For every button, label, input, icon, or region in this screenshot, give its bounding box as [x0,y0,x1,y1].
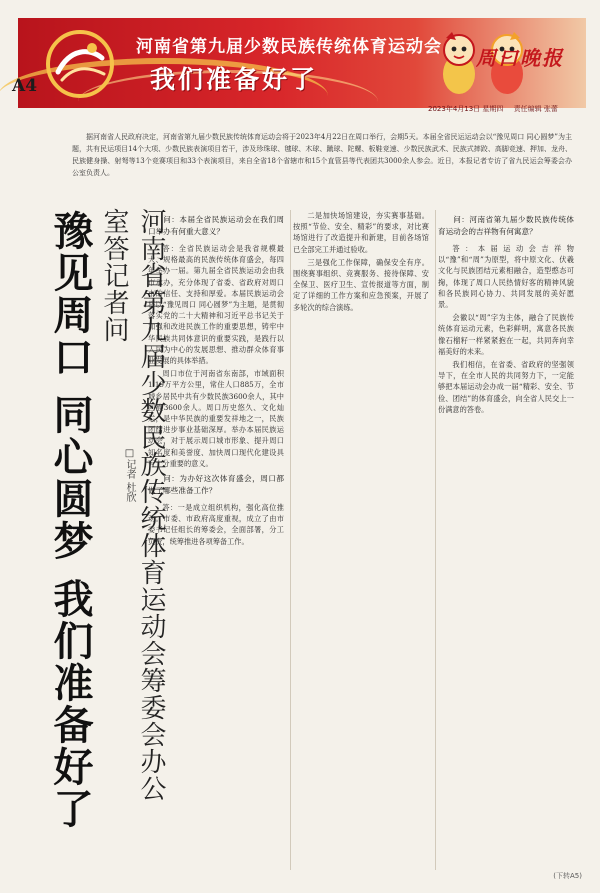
answer-paragraph: 三是强化工作保障，确保安全有序。围绕赛事组织、竞赛服务、接待保障、安全保卫、医疗卫生、宣传报道等方面，制定了详细的工作方案和应急预案，开展了多轮次的综合演练。 [293,257,429,312]
page-number: A4 [12,76,38,96]
lead-paragraph: 据河南省人民政府决定，河南省第九届少数民族传统体育运动会将于2023年4月22日在周口举行，会期5天。本届全省民运运动会以“豫见周口 同心圆梦”为主题，共有民运项目14个大项、少数民族表演项目若干，涉及珍珠球、毽球、木球、蹴球、陀螺、板鞋竞速、少数民族武术、民族式摔跤、高脚竞速、押加、龙舟、民族健身操、射弩等13个竞赛项目和33个表演项目，来自全省18个省辖市和15个直管县等代表团共3000余人参会。近日，本报记者专访了省九民运会筹委会办公室负责人。 [72,133,573,177]
continuation-note: (下转A5) [553,872,582,880]
event-emblem-icon [44,28,116,100]
event-title: 河南省第九届少数民族传统体育运动会 [136,37,442,57]
column-divider [435,210,436,870]
answer-paragraph: 答：一是成立组织机构，强化高位推动。市委、市政府高度重视，成立了由市委书记任组长的筹委会，全面部署，分工负责，统筹推进各项筹备工作。 [148,503,284,546]
answer-paragraph: 我们相信，在省委、省政府的坚强领导下，在全市人民的共同努力下，一定能够把本届运动会办成一届“精彩、安全、节俭、团结”的体育盛会，向全省人民交上一份满意的答卷。 [438,360,574,414]
event-banner [18,18,586,113]
article-column-3 [438,210,574,870]
answer-paragraph: 二是加快场馆建设，夯实赛事基础。按照“节俭、安全、精彩”的要求，对比赛场馆进行了改造提升和新建，目前各场馆已全部完工并通过验收。 [293,211,429,254]
issue-date: 2023年4月13日 星期四 [428,105,504,113]
editor-credit: 责任编辑 张蕾 [513,105,558,113]
answer-paragraph: 答：全省民族运动会是我省规模最大、规格最高的民族传统体育盛会，每四年举办一届。第九届全省民族运动会由我市承办，充分体现了省委、省政府对周口市的信任、支持和厚爱。本届民族运动会将以“豫见周口 同心圆梦”为主题，是贯彻落实党的二十大精神和习近平总书记关于加强和改进民族工作的重要思想，铸牢中华民族共同体意识的重要实践，是践行以人民为中心的发展思想、推动群众体育事业发展的具体举措。 [148,244,284,366]
page-subtitle: 我们准备好了 [150,65,319,94]
question-1: 问：本届全省民族运动会在我们周口举办有何重大意义？ [148,215,284,236]
question-3: 问：河南省第九届少数民族传统体育运动会的吉祥物有何寓意？ [438,215,574,236]
subheadline: 河南省第九届少数民族传统体育运动会筹委会办公室答记者问 [99,208,166,802]
question-2: 问：为办好这次体育盛会，周口都做了哪些准备工作？ [148,474,284,495]
byline: □记者 杜欣 [124,448,135,503]
answer-paragraph: 答：本届运动会吉祥物以“豫”和“周”为原型，将中原文化、伏羲文化与民族团结元素相融合，造型憨态可掬，体现了周口人民热情好客的精神风貌和各民族同心协力、共同发展的美好愿景。 [438,244,574,310]
answer-paragraph: 周口市位于河南省东南部，市域面积1.19万平方公里，常住人口885万，全市城乡居民中共有少数民族3600余人，其中回族3600余人。周口历史悠久、文化灿烂，是中华民族的重要发祥地之一，民族团结进步事业基础深厚。举办本届民族运动会，对于展示周口城市形象、提升周口知名度和美誉度、加快周口现代化建设具有十分重要的意义。 [148,369,284,468]
article-column-2 [293,210,429,870]
article-column-1 [148,210,284,870]
newspaper-logo: 周口晚报 [476,46,564,70]
answer-paragraph: 会徽以“周”字为主体，融合了民族传统体育运动元素，色彩鲜明，寓意各民族像石榴籽一样紧紧抱在一起，共同奔向幸福美好的未来。 [438,313,574,356]
edition-info [428,104,566,114]
column-divider [290,210,291,870]
headline: 豫见周口 同心圆梦 我们准备好了 [47,210,94,830]
